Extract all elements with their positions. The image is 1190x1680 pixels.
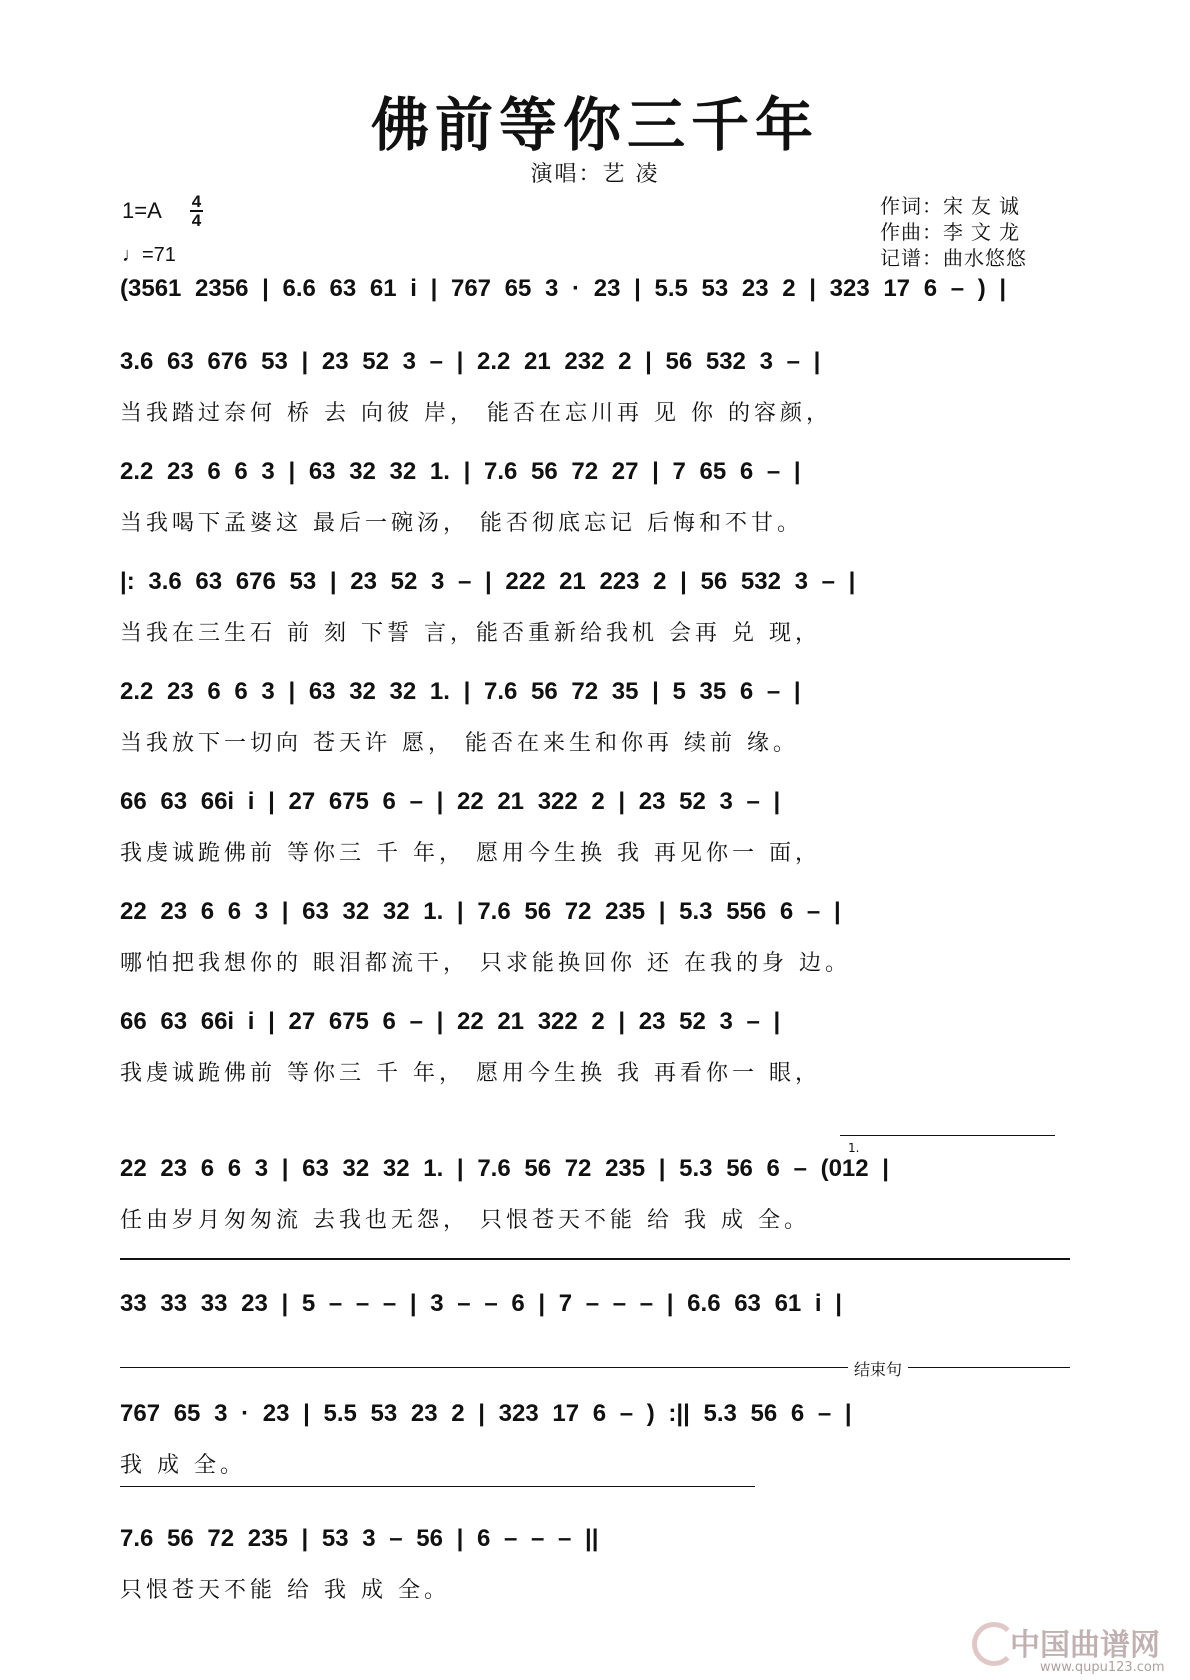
lyrics-line: 当我踏过奈何 桥 去 向彼 岸， 能否在忘川再 见 你 的容颜，	[120, 401, 832, 426]
time-bottom: 4	[191, 211, 202, 230]
time-signature	[190, 193, 203, 229]
credit-composer: 作曲：李文龙	[880, 220, 1027, 244]
coda-bracket	[120, 1486, 755, 1487]
key-signature: 1=A	[122, 198, 162, 223]
lyrics-line: 当我放下一切向 苍天许 愿， 能否在来生和你再 续前 缘。	[120, 731, 799, 756]
tempo-marking: ♩=71	[122, 244, 176, 266]
volta-label: 1.	[848, 1141, 860, 1155]
time-top: 4	[191, 192, 202, 211]
credit-transcriber: 记谱：曲水悠悠	[880, 246, 1027, 270]
ending-line	[120, 1367, 1070, 1368]
section-divider	[120, 1258, 1070, 1260]
watermark-site: 中国曲谱网	[1010, 1628, 1160, 1663]
notes-line: |: 3.6 63 676 53 | 23 52 3 – | 222 21 223 2 | 56 532 3 – |	[120, 568, 856, 595]
watermark-url: www.qupu123.com	[1040, 1660, 1165, 1675]
notes-line: 767 65 3 · 23 | 5.5 53 23 2 | 323 17 6 – ) :|| 5.3 56 6 – |	[120, 1400, 852, 1427]
notes-line: 2.2 23 6 6 3 | 63 32 32 1. | 7.6 56 72 27 | 7 65 6 – |	[120, 458, 801, 485]
ending-label: 结束句	[848, 1357, 908, 1380]
credits	[880, 193, 1027, 271]
notes-line: 3.6 63 676 53 | 23 52 3 – | 2.2 21 232 2 | 56 532 3 – |	[120, 348, 821, 375]
lyrics-line: 我 成 全。	[120, 1453, 246, 1478]
notes-line: 22 23 6 6 3 | 63 32 32 1. | 7.6 56 72 235 | 5.3 556 6 – |	[120, 898, 841, 925]
lyrics-line: 当我喝下孟婆这 最后一碗汤， 能否彻底忘记 后悔和不甘。	[120, 511, 803, 536]
lyrics-line: 只恨苍天不能 给 我 成 全。	[120, 1578, 450, 1603]
credit-lyricist: 作词：宋友诚	[880, 194, 1027, 218]
lyrics-line: 任由岁月匆匆流 去我也无怨， 只恨苍天不能 给 我 成 全。	[120, 1208, 810, 1233]
notes-line: 2.2 23 6 6 3 | 63 32 32 1. | 7.6 56 72 35 | 5 35 6 – |	[120, 678, 801, 705]
notes-line: 66 63 66i i | 27 675 6 – | 22 21 322 2 | 23 52 3 – |	[120, 1008, 781, 1035]
notes-line: 7.6 56 72 235 | 53 3 – 56 | 6 – – – ||	[120, 1525, 599, 1552]
volta-bracket	[840, 1135, 1055, 1136]
lyrics-line: 我虔诚跪佛前 等你三 千 年， 愿用今生换 我 再见你一 面，	[120, 841, 821, 866]
notes-line: (3561 2356 | 6.6 63 61 i | 767 65 3 · 23 | 5.5 53 23 2 | 323 17 6 – ) |	[120, 275, 1007, 302]
lyrics-line: 当我在三生石 前 刻 下誓 言，能否重新给我机 会再 兑 现，	[120, 621, 821, 646]
singer-line: 演唱：艺 凌	[530, 162, 660, 187]
lyrics-line: 哪怕把我想你的 眼泪都流干， 只求能换回你 还 在我的身 边。	[120, 951, 851, 976]
notes-line: 33 33 33 23 | 5 – – – | 3 – – 6 | 7 – – – | 6.6 63 61 i |	[120, 1290, 842, 1317]
notes-line: 22 23 6 6 3 | 63 32 32 1. | 7.6 56 72 235 | 5.3 56 6 – (012 |	[120, 1155, 890, 1182]
notes-line: 66 63 66i i | 27 675 6 – | 22 21 322 2 | 23 52 3 – |	[120, 788, 781, 815]
lyrics-line: 我虔诚跪佛前 等你三 千 年， 愿用今生换 我 再看你一 眼，	[120, 1061, 821, 1086]
song-title: 佛前等你三千年	[370, 91, 819, 159]
